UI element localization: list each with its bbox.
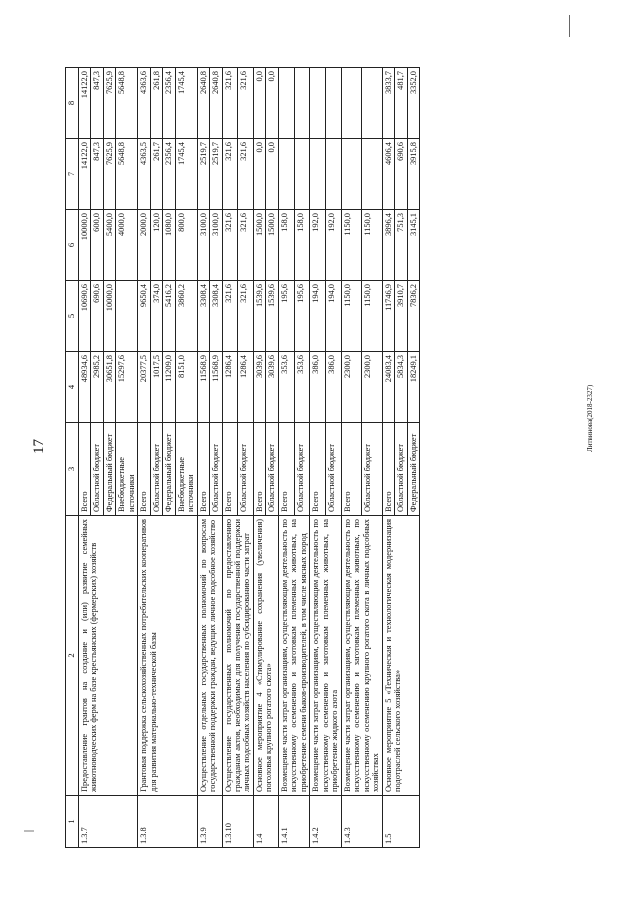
rotated-table-container: [65, 68, 570, 848]
amount-cell: 195,6: [294, 281, 310, 352]
table-row: [382, 68, 394, 848]
table-row: [310, 68, 326, 848]
row-number: 1.3.7: [78, 796, 137, 848]
amount-cell: 321,6: [222, 139, 238, 210]
page-number: 17: [31, 439, 47, 454]
amount-cell: 48934,6: [78, 352, 90, 423]
amount-cell: 800,0: [175, 210, 197, 281]
row-number: 1.4: [253, 796, 278, 848]
amount-cell: 3915,8: [407, 139, 419, 210]
header-cell: 1: [66, 796, 79, 848]
row-description: Осуществление отдельных государственных полномочий по вопросам государственной поддержки граждан, ведущих личное подсобное хозяйство: [197, 516, 222, 796]
amount-cell: 194,0: [310, 281, 326, 352]
budget-table: [65, 67, 420, 848]
amount-cell: 1745,4: [175, 68, 197, 139]
header-cell: 8: [66, 68, 79, 139]
amount-cell: 5416,2: [163, 281, 175, 352]
amount-cell: [278, 68, 294, 139]
funding-source: Областной бюджет: [210, 423, 222, 516]
funding-source: Всего: [253, 423, 265, 516]
amount-cell: 751,3: [395, 210, 407, 281]
amount-cell: 321,6: [222, 68, 238, 139]
document-footer: Литвинова(2018-2327): [586, 384, 594, 452]
amount-cell: 7836,2: [407, 281, 419, 352]
row-description: Осуществление государственных полномочий по предоставлению гражданам актов, необходимых для получения государственной поддержки личных подсобных хозяйств населения по субсидированию части затрат: [222, 516, 253, 796]
funding-source: Всего: [78, 423, 90, 516]
amount-cell: 1745,4: [175, 139, 197, 210]
amount-cell: [326, 139, 342, 210]
row-description: Предоставление грантов на создание и (или) развитие семейных животноводческих ферм на базе крестьянских (фермерских) хозяйств: [78, 516, 137, 796]
amount-cell: 5400,0: [103, 210, 115, 281]
amount-cell: 158,0: [278, 210, 294, 281]
table-row: [78, 68, 90, 848]
amount-cell: 3308,4: [210, 281, 222, 352]
amount-cell: 3308,4: [197, 281, 209, 352]
amount-cell: 386,0: [326, 352, 342, 423]
amount-cell: 3100,0: [210, 210, 222, 281]
scan-mark: [24, 830, 34, 832]
amount-cell: 321,6: [222, 281, 238, 352]
funding-source: Федеральный бюджет: [103, 423, 115, 516]
amount-cell: 0,0: [266, 139, 278, 210]
amount-cell: 24083,4: [382, 352, 394, 423]
amount-cell: 3100,0: [197, 210, 209, 281]
amount-cell: 3039,6: [253, 352, 265, 423]
amount-cell: 1017,5: [150, 352, 162, 423]
amount-cell: 3910,7: [395, 281, 407, 352]
amount-cell: 5648,8: [116, 139, 138, 210]
amount-cell: 481,7: [395, 68, 407, 139]
amount-cell: 2640,8: [197, 68, 209, 139]
row-number: 1.4.2: [310, 796, 341, 848]
amount-cell: [326, 68, 342, 139]
amount-cell: 1500,0: [253, 210, 265, 281]
amount-cell: 261,8: [150, 68, 162, 139]
header-cell: 7: [66, 139, 79, 210]
amount-cell: 195,6: [278, 281, 294, 352]
amount-cell: 1150,0: [362, 281, 382, 352]
amount-cell: [294, 68, 310, 139]
amount-cell: 2000,0: [138, 210, 150, 281]
header-cell: 4: [66, 352, 79, 423]
table-row: [278, 68, 294, 848]
amount-cell: [310, 68, 326, 139]
row-description: Грантовая поддержка сельскохозяйственных потребительских кооперативов для развития материально-технической базы: [138, 516, 197, 796]
header-cell: 2: [66, 516, 79, 796]
amount-cell: 2356,4: [163, 68, 175, 139]
amount-cell: [341, 68, 361, 139]
funding-source: Всего: [197, 423, 209, 516]
amount-cell: 374,0: [150, 281, 162, 352]
amount-cell: 10000,0: [78, 210, 90, 281]
table-row: [253, 68, 265, 848]
amount-cell: 321,6: [238, 210, 254, 281]
row-number: 1.3.9: [197, 796, 222, 848]
amount-cell: 3896,4: [382, 210, 394, 281]
amount-cell: 20377,5: [138, 352, 150, 423]
amount-cell: [341, 139, 361, 210]
amount-cell: 10000,0: [103, 281, 115, 352]
row-description: Основное мероприятие 4 «Стимулирование сохранения (увеличения) поголовья крупного рогатого скота»: [253, 516, 278, 796]
amount-cell: 9650,4: [138, 281, 150, 352]
row-number: 1.5: [382, 796, 419, 848]
amount-cell: 2300,0: [362, 352, 382, 423]
funding-source: Всего: [310, 423, 326, 516]
amount-cell: 3352,0: [407, 68, 419, 139]
amount-cell: [116, 281, 138, 352]
amount-cell: 4363,6: [138, 68, 150, 139]
header-cell: 6: [66, 210, 79, 281]
funding-source: Областной бюджет: [150, 423, 162, 516]
amount-cell: 1286,4: [222, 352, 238, 423]
amount-cell: 2300,0: [341, 352, 361, 423]
funding-source: Областной бюджет: [362, 423, 382, 516]
amount-cell: 2985,2: [91, 352, 103, 423]
amount-cell: 158,0: [294, 210, 310, 281]
row-number: 1.4.3: [341, 796, 382, 848]
amount-cell: 11209,0: [163, 352, 175, 423]
amount-cell: 192,0: [310, 210, 326, 281]
amount-cell: 2356,4: [163, 139, 175, 210]
amount-cell: 18249,1: [407, 352, 419, 423]
amount-cell: 2519,7: [197, 139, 209, 210]
row-number: 1.4.1: [278, 796, 309, 848]
amount-cell: 3039,6: [266, 352, 278, 423]
row-number: 1.3.10: [222, 796, 253, 848]
amount-cell: 5648,8: [116, 68, 138, 139]
amount-cell: 7625,9: [103, 139, 115, 210]
funding-source: Всего: [222, 423, 238, 516]
amount-cell: 600,0: [91, 210, 103, 281]
funding-source: Всего: [341, 423, 361, 516]
amount-cell: 690,6: [91, 281, 103, 352]
amount-cell: 3145,1: [407, 210, 419, 281]
funding-source: Областной бюджет: [266, 423, 278, 516]
funding-source: Всего: [138, 423, 150, 516]
amount-cell: 0,0: [253, 139, 265, 210]
amount-cell: 321,6: [222, 210, 238, 281]
amount-cell: [294, 139, 310, 210]
funding-source: Федеральный бюджет: [407, 423, 419, 516]
amount-cell: 4606,4: [382, 139, 394, 210]
funding-source: Областной бюджет: [91, 423, 103, 516]
table-row: [341, 68, 361, 848]
funding-source: Всего: [278, 423, 294, 516]
amount-cell: 1150,0: [341, 281, 361, 352]
amount-cell: 1500,0: [266, 210, 278, 281]
funding-source: Областной бюджет: [395, 423, 407, 516]
table-row: [138, 68, 150, 848]
amount-cell: 4000,0: [116, 210, 138, 281]
row-description: Основное мероприятие 5 «Техническая и технологическая модернизация подотраслей сельского хозяйства»: [382, 516, 419, 796]
amount-cell: 2640,8: [210, 68, 222, 139]
row-description: Возмещение части затрат организациям, осуществляющим деятельность по искусственному осеменению и заготовкам племенных животных, на приобретение жидкого азота: [310, 516, 341, 796]
amount-cell: 690,6: [395, 139, 407, 210]
funding-source: Областной бюджет: [326, 423, 342, 516]
amount-cell: 321,6: [238, 139, 254, 210]
amount-cell: 8151,0: [175, 352, 197, 423]
amount-cell: 0,0: [253, 68, 265, 139]
amount-cell: [278, 139, 294, 210]
amount-cell: 11746,9: [382, 281, 394, 352]
amount-cell: 3860,2: [175, 281, 197, 352]
amount-cell: 1080,0: [163, 210, 175, 281]
edge-line: [569, 15, 570, 37]
row-description: Возмещение части затрат организациям, осуществляющим деятельность по искусственному осеменению и заготовкам племенных животных, на приобретение семени быков-производителей, в том числе мясных пород: [278, 516, 309, 796]
amount-cell: 353,6: [278, 352, 294, 423]
amount-cell: 30651,8: [103, 352, 115, 423]
header-cell: 3: [66, 423, 79, 516]
amount-cell: 1539,6: [253, 281, 265, 352]
amount-cell: 194,0: [326, 281, 342, 352]
amount-cell: 15297,6: [116, 352, 138, 423]
amount-cell: 1286,4: [238, 352, 254, 423]
header-cell: 5: [66, 281, 79, 352]
row-number: 1.3.8: [138, 796, 197, 848]
amount-cell: 14122,0: [78, 139, 90, 210]
amount-cell: 11568,9: [197, 352, 209, 423]
amount-cell: 11568,9: [210, 352, 222, 423]
amount-cell: 10690,6: [78, 281, 90, 352]
amount-cell: 14122,0: [78, 68, 90, 139]
header-row: [66, 68, 79, 848]
amount-cell: 4363,5: [138, 139, 150, 210]
amount-cell: 847,3: [91, 139, 103, 210]
amount-cell: [362, 68, 382, 139]
table-row: [197, 68, 209, 848]
amount-cell: 386,0: [310, 352, 326, 423]
amount-cell: 2519,7: [210, 139, 222, 210]
amount-cell: 1150,0: [362, 210, 382, 281]
amount-cell: 7625,9: [103, 68, 115, 139]
amount-cell: 192,0: [326, 210, 342, 281]
amount-cell: [310, 139, 326, 210]
funding-source: Федеральный бюджет: [163, 423, 175, 516]
funding-source: Внебюджетные источники: [116, 423, 138, 516]
amount-cell: 261,7: [150, 139, 162, 210]
amount-cell: 1539,6: [266, 281, 278, 352]
amount-cell: 5834,3: [395, 352, 407, 423]
table-row: [222, 68, 238, 848]
amount-cell: 321,6: [238, 68, 254, 139]
amount-cell: 120,0: [150, 210, 162, 281]
amount-cell: 847,3: [91, 68, 103, 139]
amount-cell: 321,6: [238, 281, 254, 352]
row-description: Возмещение части затрат организациям, осуществляющим деятельность по искусственному осеменению и заготовкам племенных животных, по искусственному осеменению крупного рогатого скота в личных подсобных хозяйствах: [341, 516, 382, 796]
amount-cell: 0,0: [266, 68, 278, 139]
amount-cell: 353,6: [294, 352, 310, 423]
funding-source: Внебюджетные источники: [175, 423, 197, 516]
funding-source: Областной бюджет: [238, 423, 254, 516]
funding-source: Всего: [382, 423, 394, 516]
amount-cell: [362, 139, 382, 210]
funding-source: Областной бюджет: [294, 423, 310, 516]
amount-cell: 3833,7: [382, 68, 394, 139]
amount-cell: 1150,0: [341, 210, 361, 281]
